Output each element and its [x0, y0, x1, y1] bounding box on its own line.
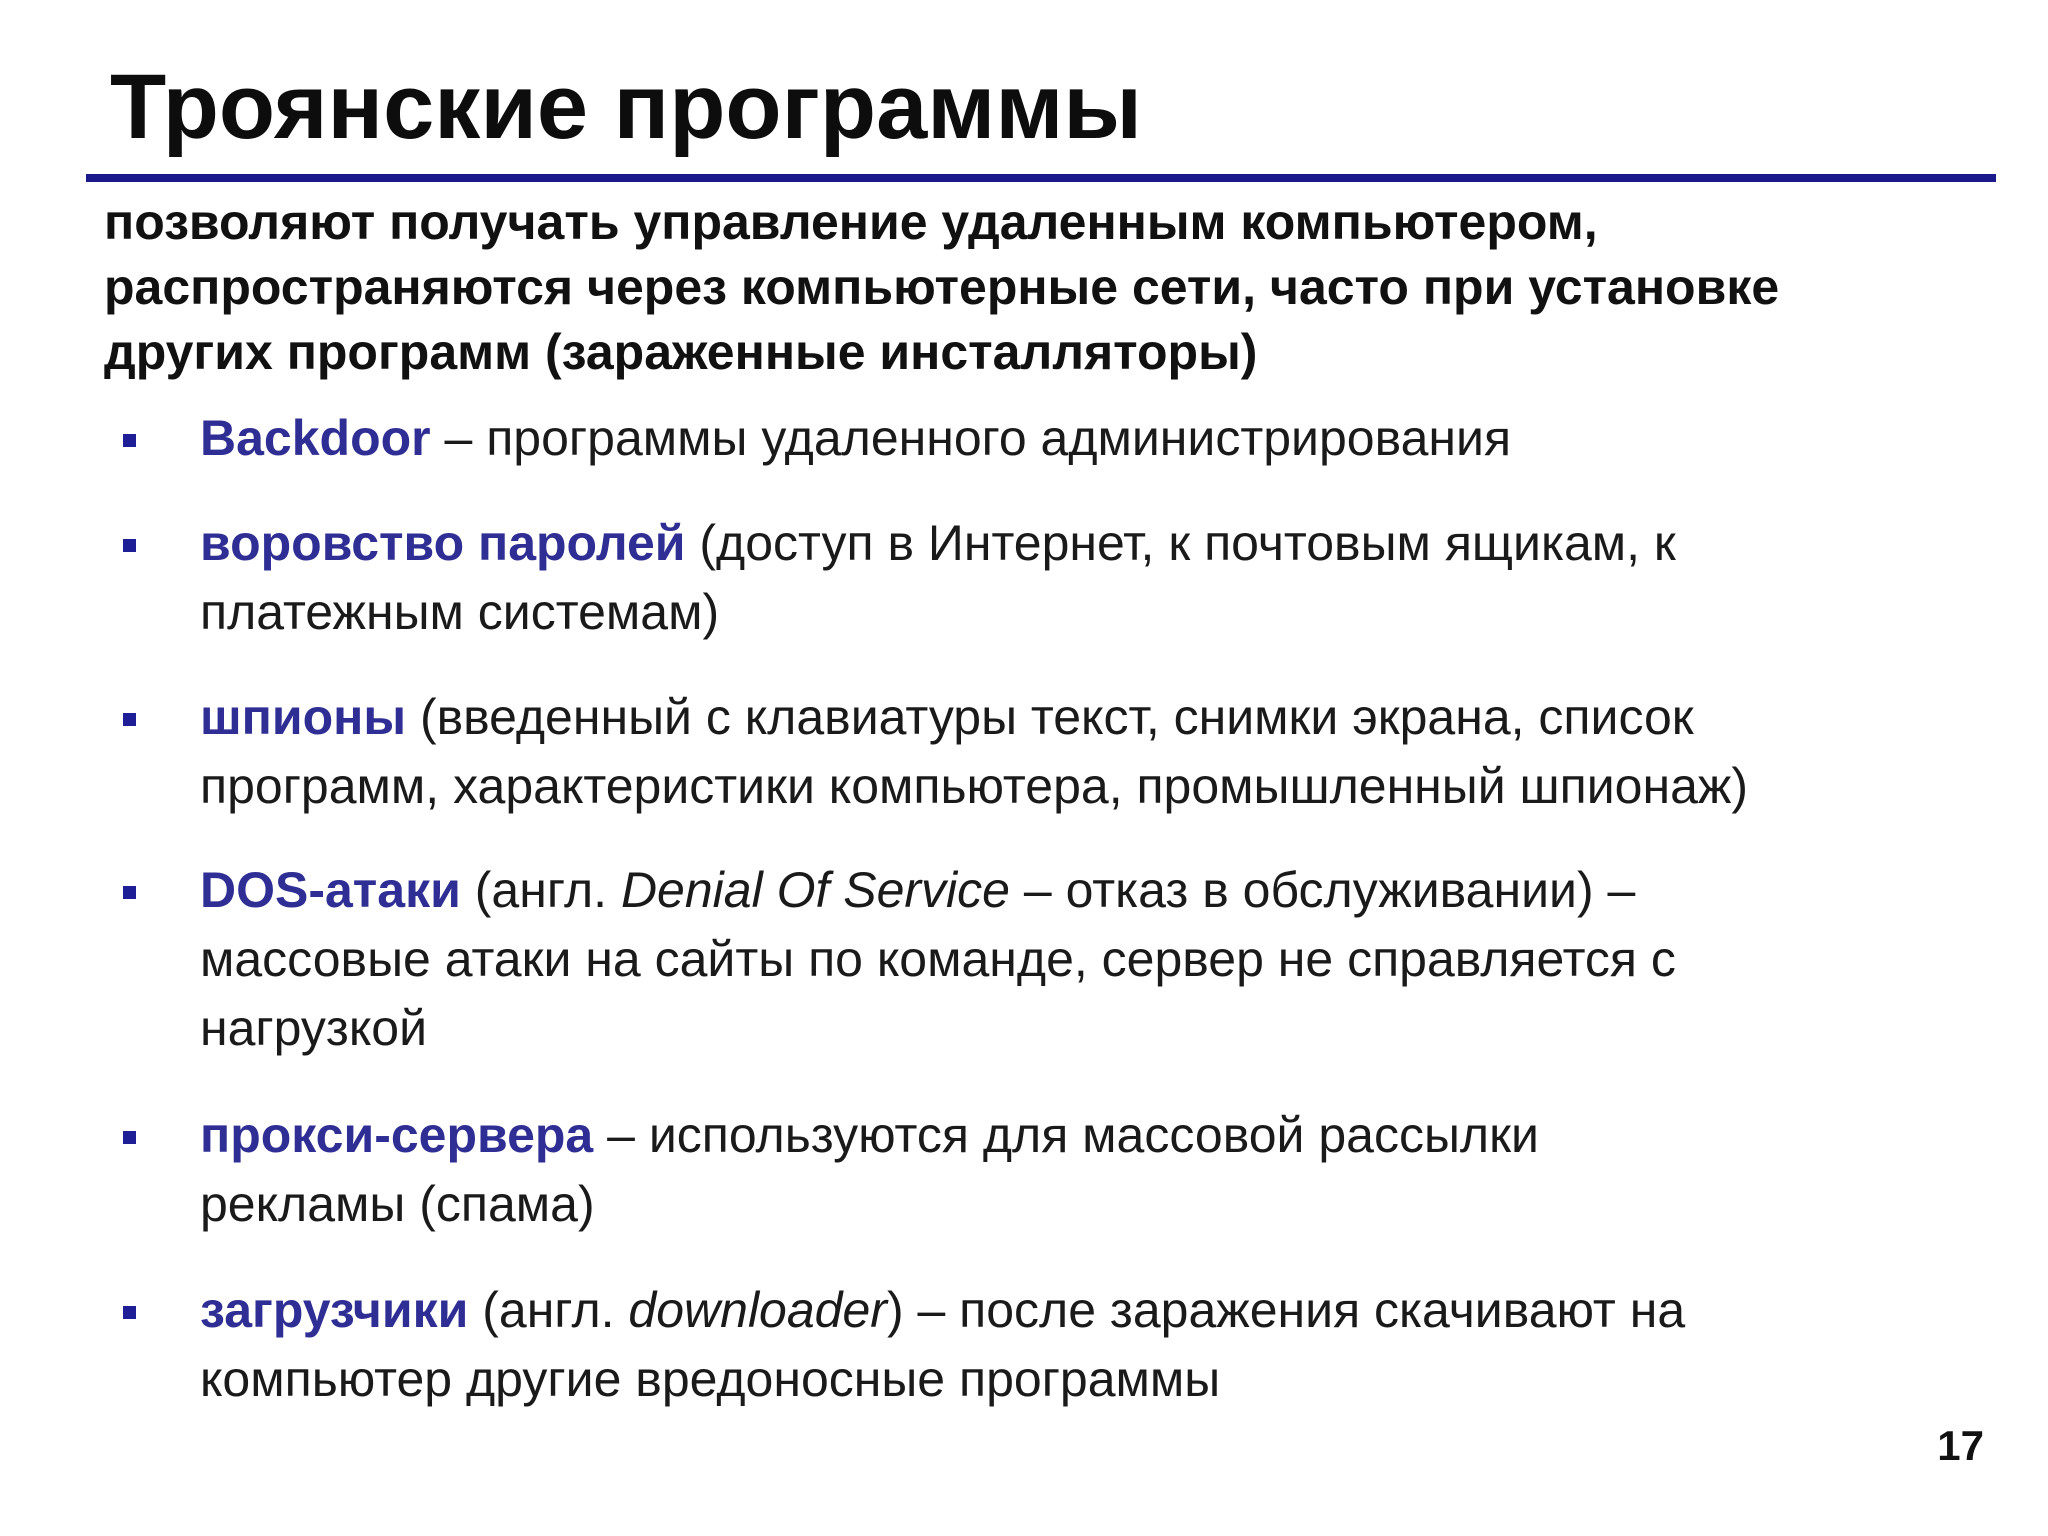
item-term: DOS-атаки	[200, 862, 461, 918]
list-item-text	[200, 404, 2000, 473]
item-english-term: downloader	[628, 1282, 887, 1338]
list-item-text	[200, 683, 2000, 821]
item-description: – используются для массовой рассылки	[593, 1107, 1539, 1163]
item-term: загрузчики	[200, 1282, 469, 1338]
list-item-text	[200, 1276, 2000, 1414]
item-term: шпионы	[200, 689, 407, 745]
item-description-line: компьютер другие вредоносные программы	[200, 1351, 1221, 1407]
item-description: (англ.	[460, 862, 621, 918]
intro-line: позволяют получать управление удаленным компьютером,	[104, 194, 1598, 250]
item-term: прокси-сервера	[200, 1107, 594, 1163]
list-item-text	[200, 1101, 2000, 1239]
item-description: (введенный с клавиатуры текст, снимки экрана, список	[406, 689, 1694, 745]
item-term: воровство паролей	[200, 515, 686, 571]
intro-paragraph	[104, 190, 1984, 385]
intro-line: других программ (зараженные инсталляторы)	[104, 324, 1258, 380]
bullet-icon	[123, 1306, 136, 1319]
item-english-term: Denial Of Service	[620, 862, 1010, 918]
item-description: ) – после заражения скачивают на	[886, 1282, 1686, 1338]
item-description-line: нагрузкой	[200, 1000, 428, 1056]
item-description-line: рекламы (спама)	[200, 1176, 595, 1232]
item-description: – отказ в обслуживании) –	[1009, 862, 1636, 918]
slide-title: Троянские программы	[110, 56, 1142, 158]
bullet-icon	[123, 713, 136, 726]
bullet-icon	[123, 886, 136, 899]
page-number: 17	[1937, 1422, 1984, 1469]
bullet-icon	[123, 1131, 136, 1144]
item-description-line: массовые атаки на сайты по команде, сервер не справляется с	[200, 931, 1676, 987]
intro-line: распространяются через компьютерные сети, часто при установке	[104, 259, 1780, 315]
list-item-text	[200, 856, 2000, 1063]
item-description: (доступ в Интернет, к почтовым ящикам, к	[685, 515, 1676, 571]
bullet-icon	[123, 539, 136, 552]
item-description: – программы удаленного администрирования	[430, 410, 1512, 466]
item-description-line: программ, характеристики компьютера, промышленный шпионаж)	[200, 758, 1748, 814]
item-term: Backdoor	[200, 410, 431, 466]
bullet-icon	[123, 434, 136, 447]
item-description-line: платежным системам)	[200, 584, 720, 640]
item-description: (англ.	[468, 1282, 629, 1338]
title-underline	[86, 174, 1996, 182]
list-item-text	[200, 509, 2000, 647]
